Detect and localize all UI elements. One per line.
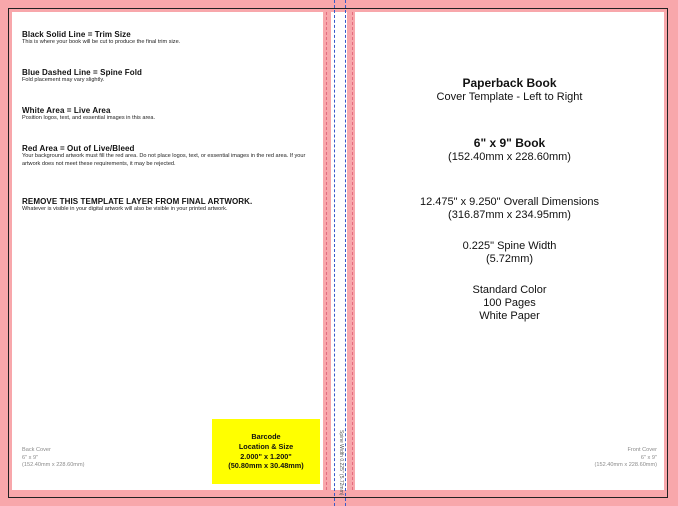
legend-text: This is where your book will be cut to produce the final trim size.: [22, 39, 181, 45]
legend-title: Blue Dashed Line = Spine Fold: [22, 68, 143, 77]
legend-title: Red Area = Out of Live/Bleed: [22, 144, 135, 153]
trim-size-info: 6" x 9" Book (152.40mm x 228.60mm): [448, 136, 571, 163]
barcode-area: Barcode Location & Size 2.000" x 1.200" (50.80mm x 30.48mm): [212, 419, 320, 484]
overall-dimensions: 12.475" x 9.250" Overall Dimensions (316.87mm x 234.95mm): [419, 196, 599, 221]
legend-remove: [22, 197, 312, 214]
legend-text: Whatever is visible in your digital artwork will also be visible in your printed artwork.: [22, 206, 228, 212]
spine-label: Spine Width 0.225" (5.72mm): [338, 430, 344, 496]
legend-fold: [22, 68, 312, 85]
spine-width-info: 0.225" Spine Width (5.72mm): [462, 240, 557, 265]
legend-text: Fold placement may vary slightly.: [22, 77, 105, 83]
legend-text: Your background artwork must fill the red area. Do not place logos, text, or essential images in the red area. If your artwork does not meet these requirements, it may be rejected.: [22, 153, 306, 167]
print-specs: Standard Color 100 Pages White Paper: [472, 284, 547, 322]
legend-text: Position logos, text, and essential images in this area.: [22, 115, 156, 121]
legend-title: White Area = Live Area: [22, 106, 111, 115]
template-title: Paperback Book: [462, 76, 557, 90]
template-subtitle: Cover Template - Left to Right: [436, 91, 583, 103]
front-heading: [355, 76, 664, 103]
legend-live: [22, 106, 312, 123]
legend-title: Black Solid Line = Trim Size: [22, 30, 131, 39]
back-cover-label: Back Cover 6" x 9" (152.40mm x 228.60mm): [22, 447, 85, 469]
legend-bleed: [22, 144, 312, 169]
front-cover-label: Front Cover 6" x 9" (152.40mm x 228.60mm): [594, 447, 657, 469]
legend-trim: [22, 30, 312, 47]
legend-title: REMOVE THIS TEMPLATE LAYER FROM FINAL ARTWORK.: [22, 197, 253, 206]
